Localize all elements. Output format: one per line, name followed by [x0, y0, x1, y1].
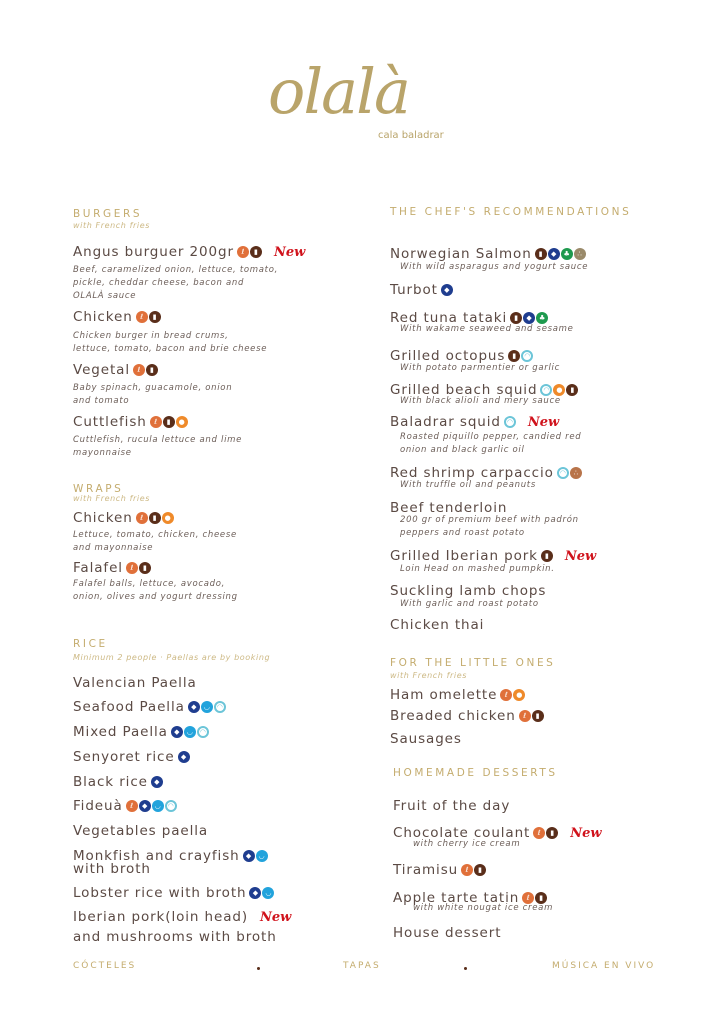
gluten-allergen-icon: ℓ: [150, 416, 162, 428]
restaurant-logo: [268, 52, 458, 147]
item-name: Chicken thai: [390, 617, 485, 633]
item-name: Breaded chicken: [390, 708, 516, 724]
item-name: Seafood Paella: [73, 699, 185, 715]
section-subtitle-wraps: with French fries: [73, 494, 151, 503]
item-description: onion and black garlic oil: [400, 445, 525, 455]
footer-live-music: MÚSICA EN VIVO: [552, 961, 656, 971]
menu-item: [73, 674, 197, 692]
new-badge: New: [570, 825, 602, 841]
allergen-icons: [249, 887, 274, 899]
menu-item: [73, 509, 174, 527]
item-name: Grilled Iberian pork: [390, 548, 538, 564]
fish-allergen-icon: ◆: [243, 850, 255, 862]
fish-allergen-icon: ◆: [523, 312, 535, 324]
item-name: Monkfish and crayfish: [73, 848, 240, 864]
allergen-icons: [500, 689, 525, 701]
allergen-icons: [136, 311, 161, 323]
item-name: Grilled octopus: [390, 348, 506, 364]
dairy-allergen-icon: ▮: [535, 248, 547, 260]
item-name: House dessert: [393, 925, 502, 941]
dairy-allergen-icon: ▮: [250, 246, 262, 258]
nuts-allergen-icon: ∴: [574, 248, 586, 260]
item-description: Cuttlefish, rucula lettuce and lime: [73, 435, 243, 445]
item-name: Falafel: [73, 560, 123, 576]
new-badge: New: [527, 414, 560, 430]
item-name: Apple tarte tatin: [393, 890, 520, 906]
egg-allergen-icon: ●: [162, 512, 174, 524]
item-description: onion, olives and yogurt dressing: [73, 592, 238, 602]
item-name: Tiramisu: [393, 862, 459, 878]
dairy-allergen-icon: ▮: [149, 311, 161, 323]
allergen-icons: [504, 416, 516, 428]
allergen-icons: [540, 384, 578, 396]
item-description: Baby spinach, guacamole, onion: [73, 383, 233, 393]
item-name: Norwegian Salmon: [390, 246, 532, 262]
allergen-icons: [535, 248, 586, 260]
menu-item: [390, 547, 596, 565]
dairy-allergen-icon: ▮: [532, 710, 544, 722]
item-description: With potato parmentier or garlic: [400, 363, 560, 373]
item-description: With wild asparagus and yogurt sauce: [400, 262, 589, 272]
crustacean-allergen-icon: ◡: [256, 850, 268, 862]
section-subtitle-little: with French fries: [390, 671, 468, 680]
menu-item: [393, 797, 510, 815]
item-description: mayonnaise: [73, 448, 132, 458]
menu-item: [73, 413, 188, 431]
footer-separator: [257, 967, 260, 970]
gluten-allergen-icon: ℓ: [126, 562, 138, 574]
menu-item: [393, 861, 486, 879]
item-description: with cherry ice cream: [413, 839, 521, 849]
item-name: Vegetal: [73, 362, 130, 378]
item-description: lettuce, tomato, bacon and brie cheese: [73, 344, 268, 354]
egg-allergen-icon: ●: [553, 384, 565, 396]
mollusc-allergen-icon: ◠: [540, 384, 552, 396]
fish-allergen-icon: ◆: [249, 887, 261, 899]
dairy-allergen-icon: ▮: [510, 312, 522, 324]
dairy-allergen-icon: ▮: [546, 827, 558, 839]
item-name: Fideuà: [73, 798, 123, 814]
allergen-icons: [441, 284, 453, 296]
item-name: Iberian pork(loin head): [73, 909, 249, 925]
fish-allergen-icon: ◆: [139, 800, 151, 812]
menu-item: [390, 730, 462, 748]
menu-item: [390, 413, 559, 431]
item-name: Suckling lamb chops: [390, 583, 547, 599]
menu-item: [73, 723, 209, 741]
gluten-allergen-icon: ℓ: [522, 892, 534, 904]
dairy-allergen-icon: ▮: [139, 562, 151, 574]
item-name: Baladrar squid: [390, 414, 501, 430]
item-description: With wakame seaweed and sesame: [400, 324, 574, 334]
gluten-allergen-icon: ℓ: [519, 710, 531, 722]
mollusc-allergen-icon: ◠: [504, 416, 516, 428]
dairy-allergen-icon: ▮: [508, 350, 520, 362]
item-description: pickle, cheddar cheese, bacon and: [73, 278, 245, 288]
allergen-icons: [126, 562, 151, 574]
allergen-icons: [136, 512, 174, 524]
allergen-icons: [510, 312, 548, 324]
allergen-icons: [519, 710, 544, 722]
footer-tapas: TAPAS: [343, 961, 381, 971]
dairy-allergen-icon: ▮: [149, 512, 161, 524]
egg-allergen-icon: ●: [176, 416, 188, 428]
item-name: Lobster rice with broth: [73, 885, 247, 901]
item-description: Roasted piquillo pepper, candied red: [400, 432, 582, 442]
allergen-icons: [243, 850, 268, 862]
section-title-rice: RICE: [73, 638, 108, 650]
menu-item: [390, 582, 546, 600]
section-title-chef: THE CHEF'S RECOMMENDATIONS: [390, 206, 632, 218]
item-name: Red shrimp carpaccio: [390, 465, 554, 481]
item-name: Beef tenderloin: [390, 500, 508, 516]
soy-allergen-icon: ♣: [561, 248, 573, 260]
item-name: Vegetables paella: [73, 823, 209, 839]
footer-separator: [464, 967, 467, 970]
dairy-allergen-icon: ▮: [163, 416, 175, 428]
crustacean-allergen-icon: ◡: [262, 887, 274, 899]
item-name: Fruit of the day: [393, 798, 511, 814]
item-name: Sausages: [390, 731, 462, 747]
item-name-continued: with broth: [73, 861, 151, 877]
mollusc-allergen-icon: ◠: [165, 800, 177, 812]
item-name: Turbot: [390, 282, 438, 298]
menu-item: [73, 884, 274, 902]
new-badge: New: [273, 244, 306, 260]
allergen-icons: [508, 350, 533, 362]
item-description: Falafel balls, lettuce, avocado,: [73, 579, 226, 589]
allergen-icons: [541, 550, 553, 562]
new-badge: New: [260, 909, 292, 925]
new-badge: New: [564, 548, 597, 564]
allergen-icons: [533, 827, 558, 839]
menu-item: [73, 243, 305, 261]
dairy-allergen-icon: ▮: [566, 384, 578, 396]
item-description: Beef, caramelized onion, lettuce, tomato,: [73, 265, 278, 275]
item-name-continued: and mushrooms with broth: [73, 929, 277, 945]
fish-allergen-icon: ◆: [171, 726, 183, 738]
gluten-allergen-icon: ℓ: [126, 800, 138, 812]
item-name: Red tuna tataki: [390, 310, 508, 326]
item-name: Grilled beach squid: [390, 382, 538, 398]
menu-item: [73, 308, 161, 326]
egg-allergen-icon: ●: [513, 689, 525, 701]
section-subtitle-rice: Minimum 2 people · Paellas are by booking: [73, 653, 271, 662]
menu-item: [73, 908, 291, 926]
allergen-icons: [150, 416, 188, 428]
menu-item: [73, 822, 208, 840]
item-name: Chicken: [73, 309, 133, 325]
section-title-little: FOR THE LITTLE ONES: [390, 657, 556, 669]
fish-allergen-icon: ◆: [151, 776, 163, 788]
menu-item: [390, 616, 484, 634]
item-description: and tomato: [73, 396, 130, 406]
menu-item: [390, 707, 544, 725]
peanuts-allergen-icon: ∴: [570, 467, 582, 479]
item-name: Ham omelette: [390, 687, 498, 703]
item-description: OLALÀ sauce: [73, 291, 137, 301]
fish-allergen-icon: ◆: [188, 701, 200, 713]
item-description: Loin Head on mashed pumpkin.: [400, 564, 555, 574]
menu-item: [73, 698, 226, 716]
allergen-icons: [237, 246, 262, 258]
dairy-allergen-icon: ▮: [474, 864, 486, 876]
item-description: Lettuce, tomato, chicken, cheese: [73, 530, 237, 540]
menu-item: [73, 748, 190, 766]
gluten-allergen-icon: ℓ: [461, 864, 473, 876]
mollusc-allergen-icon: ◠: [214, 701, 226, 713]
menu-item: [390, 686, 525, 704]
menu-item: [393, 924, 501, 942]
fish-allergen-icon: ◆: [548, 248, 560, 260]
footer-cocktails: CÓCTELES: [73, 961, 137, 971]
item-name: Chocolate coulant: [393, 825, 531, 841]
fish-allergen-icon: ◆: [178, 751, 190, 763]
menu-item: [390, 281, 453, 299]
gluten-allergen-icon: ℓ: [136, 311, 148, 323]
allergen-icons: [178, 751, 190, 763]
dairy-allergen-icon: ▮: [535, 892, 547, 904]
mollusc-allergen-icon: ◠: [557, 467, 569, 479]
item-description: With truffle oil and peanuts: [400, 480, 536, 490]
item-name: Mixed Paella: [73, 724, 168, 740]
gluten-allergen-icon: ℓ: [500, 689, 512, 701]
soy-allergen-icon: ♣: [536, 312, 548, 324]
mollusc-allergen-icon: ◠: [521, 350, 533, 362]
section-title-burgers: BURGERS: [73, 208, 143, 220]
item-name: Valencian Paella: [73, 675, 197, 691]
section-subtitle-burgers: with French fries: [73, 221, 151, 230]
section-title-wraps: WRAPS: [73, 483, 124, 495]
gluten-allergen-icon: ℓ: [136, 512, 148, 524]
allergen-icons: [151, 776, 163, 788]
menu-item: [73, 797, 177, 815]
allergen-icons: [171, 726, 209, 738]
crustacean-allergen-icon: ◡: [201, 701, 213, 713]
menu-item: [73, 773, 163, 791]
menu-item: [73, 361, 158, 379]
menu-item: [73, 559, 151, 577]
item-description: peppers and roast potato: [400, 528, 525, 538]
item-description: With garlic and roast potato: [400, 599, 539, 609]
dairy-allergen-icon: ▮: [146, 364, 158, 376]
item-name: Senyoret rice: [73, 749, 175, 765]
crustacean-allergen-icon: ◡: [184, 726, 196, 738]
item-name: Angus burguer 200gr: [73, 244, 234, 260]
item-description: Chicken burger in bread crums,: [73, 331, 229, 341]
allergen-icons: [126, 800, 177, 812]
item-description: 200 gr of premium beef with padrón: [400, 515, 579, 525]
fish-allergen-icon: ◆: [441, 284, 453, 296]
allergen-icons: [188, 701, 226, 713]
item-description: and mayonnaise: [73, 543, 154, 553]
gluten-allergen-icon: ℓ: [533, 827, 545, 839]
allergen-icons: [557, 467, 582, 479]
crustacean-allergen-icon: ◡: [152, 800, 164, 812]
item-description: with white nougat ice cream: [413, 903, 554, 913]
item-description: With black alioli and mery sauce: [400, 396, 561, 406]
allergen-icons: [133, 364, 158, 376]
gluten-allergen-icon: ℓ: [237, 246, 249, 258]
logo-wordmark: olalà: [268, 55, 409, 128]
item-name: Chicken: [73, 510, 133, 526]
dairy-allergen-icon: ▮: [541, 550, 553, 562]
allergen-icons: [461, 864, 486, 876]
menu-item: [390, 245, 586, 263]
section-title-desserts: HOMEMADE DESSERTS: [393, 767, 558, 779]
mollusc-allergen-icon: ◠: [197, 726, 209, 738]
logo-subtitle: cala baladrar: [378, 130, 444, 141]
item-name: Black rice: [73, 774, 148, 790]
item-name: Cuttlefish: [73, 414, 147, 430]
gluten-allergen-icon: ℓ: [133, 364, 145, 376]
